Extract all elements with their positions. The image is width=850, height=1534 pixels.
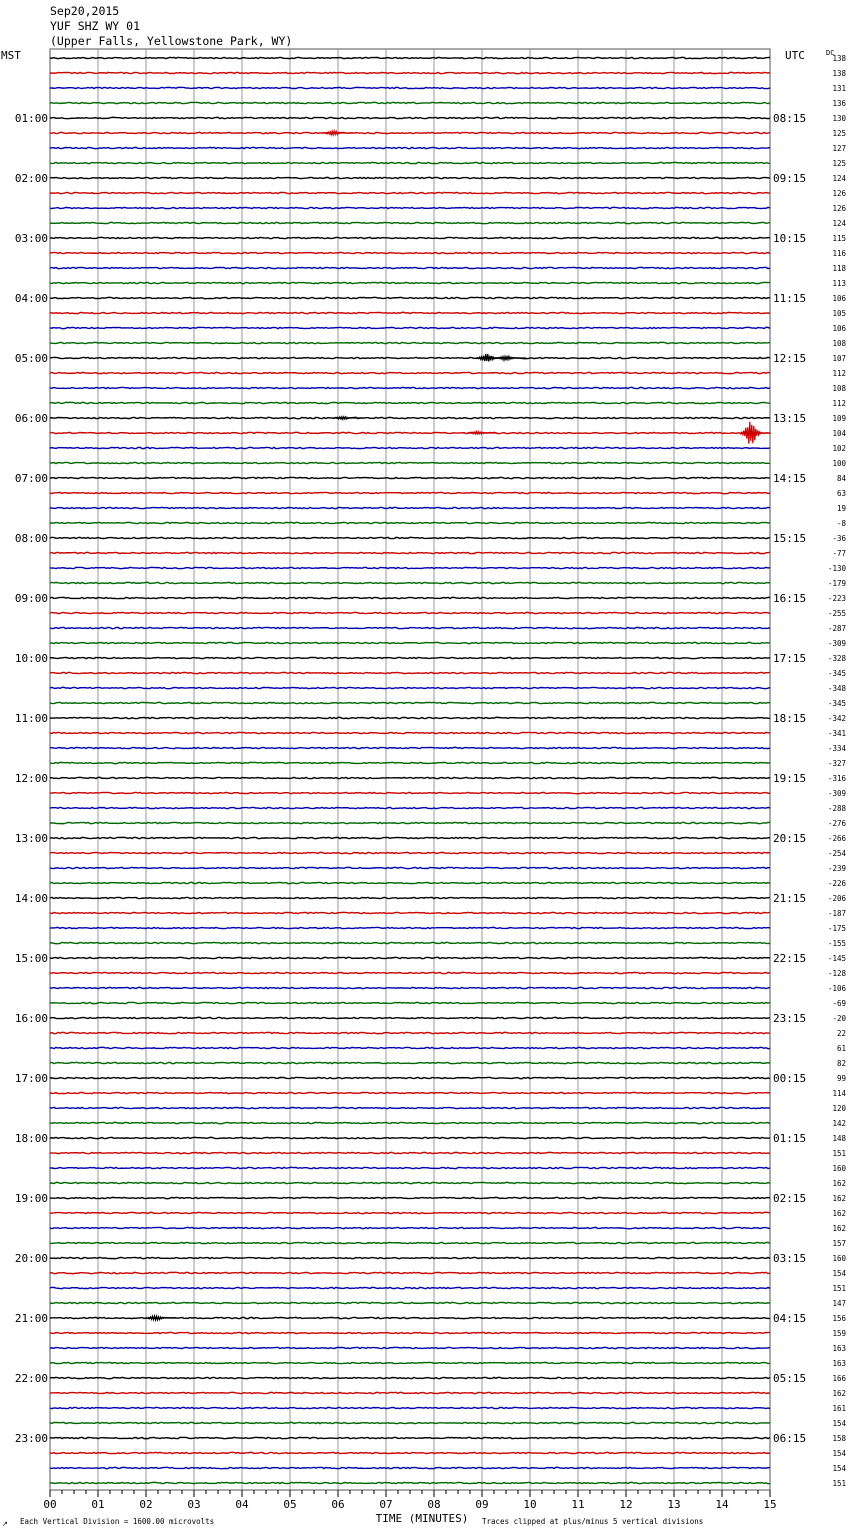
x-tick-label: 08 bbox=[427, 1498, 441, 1511]
dc-offset-value: 127 bbox=[832, 144, 846, 153]
trace-65 bbox=[50, 1032, 770, 1033]
trace-24 bbox=[50, 417, 770, 418]
mst-hour-label: 07:00 bbox=[14, 472, 48, 485]
dc-offset-value: 106 bbox=[832, 294, 846, 303]
scale-note: Each Vertical Division = 1600.00 microvolts bbox=[20, 1517, 215, 1526]
trace-32 bbox=[50, 537, 770, 538]
trace-27 bbox=[50, 462, 770, 463]
trace-92 bbox=[50, 1437, 770, 1438]
mst-hour-label: 18:00 bbox=[14, 1132, 48, 1145]
right-timezone-label: UTC bbox=[785, 49, 805, 62]
dc-offset-value: 125 bbox=[832, 159, 846, 168]
x-tick-label: 01 bbox=[91, 1498, 105, 1511]
trace-75 bbox=[50, 1182, 770, 1183]
dc-offset-value: -106 bbox=[827, 984, 846, 993]
dc-offset-value: -276 bbox=[827, 819, 846, 828]
x-tick-label: 06 bbox=[331, 1498, 345, 1511]
utc-hour-label: 15:15 bbox=[773, 532, 807, 545]
trace-66 bbox=[50, 1047, 770, 1048]
trace-52 bbox=[50, 837, 770, 838]
trace-77 bbox=[50, 1212, 770, 1213]
utc-hour-label: 08:15 bbox=[773, 112, 807, 125]
dc-offset-value: 107 bbox=[832, 354, 846, 363]
utc-hour-label: 06:15 bbox=[773, 1432, 807, 1445]
trace-93 bbox=[50, 1452, 770, 1453]
dc-offset-value: 104 bbox=[832, 429, 846, 438]
trace-81 bbox=[50, 1272, 770, 1273]
trace-49 bbox=[50, 792, 770, 793]
mst-hour-label: 13:00 bbox=[14, 832, 48, 845]
x-tick-label: 03 bbox=[187, 1498, 201, 1511]
dc-offset-value: -341 bbox=[827, 729, 846, 738]
dc-offset-value: 156 bbox=[832, 1314, 846, 1323]
trace-37 bbox=[50, 612, 770, 613]
trace-53 bbox=[50, 852, 770, 853]
dc-offset-value: 106 bbox=[832, 324, 846, 333]
traces bbox=[50, 57, 770, 1483]
header-location: (Upper Falls, Yellowstone Park, WY) bbox=[50, 34, 293, 48]
trace-79 bbox=[50, 1242, 770, 1243]
trace-34 bbox=[50, 567, 770, 568]
utc-hour-label: 22:15 bbox=[773, 952, 807, 965]
dc-offset-value: 118 bbox=[832, 264, 846, 273]
dc-offset-value: -8 bbox=[836, 519, 846, 528]
dc-offset-value: -288 bbox=[827, 804, 846, 813]
dc-offset-value: 138 bbox=[832, 69, 846, 78]
dc-offset-value: 130 bbox=[832, 114, 846, 123]
trace-16 bbox=[50, 297, 770, 298]
dc-offset-value: 109 bbox=[832, 414, 846, 423]
dc-offset-value: 161 bbox=[832, 1404, 846, 1413]
dc-offset-value: 136 bbox=[832, 99, 846, 108]
trace-33 bbox=[50, 552, 770, 553]
dc-offset-value: 126 bbox=[832, 189, 846, 198]
dc-offset-value: 154 bbox=[832, 1464, 846, 1473]
dc-offset-value: -223 bbox=[827, 594, 846, 603]
plot-frame bbox=[50, 49, 770, 1490]
trace-67 bbox=[50, 1062, 770, 1063]
trace-73 bbox=[50, 1152, 770, 1153]
x-tick-label: 00 bbox=[43, 1498, 57, 1511]
dc-offset-value: 99 bbox=[836, 1074, 846, 1083]
utc-hour-label: 09:15 bbox=[773, 172, 807, 185]
trace-48 bbox=[50, 777, 770, 778]
mst-hour-label: 06:00 bbox=[14, 412, 48, 425]
mst-hour-label: 10:00 bbox=[14, 652, 48, 665]
trace-46 bbox=[50, 747, 770, 748]
x-tick-label: 14 bbox=[715, 1498, 729, 1511]
mst-hour-label: 17:00 bbox=[14, 1072, 48, 1085]
trace-61 bbox=[50, 972, 770, 973]
trace-86 bbox=[50, 1347, 770, 1348]
x-tick-label: 09 bbox=[475, 1498, 489, 1511]
dc-offset-value: 112 bbox=[832, 399, 846, 408]
dc-offset-value: 147 bbox=[832, 1299, 846, 1308]
seismic-event-2 bbox=[496, 356, 526, 361]
trace-54 bbox=[50, 867, 770, 868]
utc-hour-label: 21:15 bbox=[773, 892, 807, 905]
x-tick-label: 07 bbox=[379, 1498, 393, 1511]
x-tick-label: 10 bbox=[523, 1498, 537, 1511]
trace-6 bbox=[50, 147, 770, 148]
dc-offset-value: 115 bbox=[832, 234, 846, 243]
utc-hour-label: 12:15 bbox=[773, 352, 807, 365]
dc-offset-value: -309 bbox=[827, 789, 846, 798]
dc-offset-value: -77 bbox=[832, 549, 846, 558]
dc-offset-value: -309 bbox=[827, 639, 846, 648]
dc-offset-value: 63 bbox=[836, 489, 846, 498]
trace-17 bbox=[50, 312, 770, 313]
mst-hour-label: 23:00 bbox=[14, 1432, 48, 1445]
trace-89 bbox=[50, 1392, 770, 1393]
dc-offset-value: -287 bbox=[827, 624, 846, 633]
trace-22 bbox=[50, 387, 770, 388]
dc-offset-value: -128 bbox=[827, 969, 846, 978]
dc-offset-value: 151 bbox=[832, 1284, 846, 1293]
x-tick-label: 02 bbox=[139, 1498, 153, 1511]
utc-hour-label: 03:15 bbox=[773, 1252, 807, 1265]
utc-hour-label: 10:15 bbox=[773, 232, 807, 245]
x-tick-label: 13 bbox=[667, 1498, 681, 1511]
trace-21 bbox=[50, 372, 770, 373]
dc-column-label: DC bbox=[826, 49, 835, 57]
dc-offset-value: 162 bbox=[832, 1209, 846, 1218]
dc-offset-value: 124 bbox=[832, 219, 846, 228]
trace-63 bbox=[50, 1002, 770, 1003]
seismic-event-4 bbox=[741, 422, 771, 444]
dc-offset-value: -206 bbox=[827, 894, 846, 903]
trace-78 bbox=[50, 1227, 770, 1228]
x-tick-label: 12 bbox=[619, 1498, 633, 1511]
mst-hour-label: 05:00 bbox=[14, 352, 48, 365]
trace-74 bbox=[50, 1167, 770, 1168]
dc-offset-value: -226 bbox=[827, 879, 846, 888]
utc-hour-label: 20:15 bbox=[773, 832, 807, 845]
trace-56 bbox=[50, 897, 770, 898]
mst-hour-label: 08:00 bbox=[14, 532, 48, 545]
dc-offset-value: 138 bbox=[832, 54, 846, 63]
trace-23 bbox=[50, 402, 770, 403]
dc-offset-value: 131 bbox=[832, 84, 846, 93]
trace-25 bbox=[50, 432, 770, 433]
dc-offset-value: -327 bbox=[827, 759, 846, 768]
utc-hour-label: 13:15 bbox=[773, 412, 807, 425]
dc-offset-value: 162 bbox=[832, 1194, 846, 1203]
mst-hour-label: 02:00 bbox=[14, 172, 48, 185]
dc-offset-value: 124 bbox=[832, 174, 846, 183]
mst-hour-label: 04:00 bbox=[14, 292, 48, 305]
dc-offset-value: -145 bbox=[827, 954, 846, 963]
trace-91 bbox=[50, 1422, 770, 1423]
dc-offset-value: -345 bbox=[827, 669, 846, 678]
dc-offset-value: 162 bbox=[832, 1224, 846, 1233]
trace-58 bbox=[50, 927, 770, 928]
trace-4 bbox=[50, 117, 770, 118]
dc-offset-value: -187 bbox=[827, 909, 846, 918]
trace-57 bbox=[50, 912, 770, 913]
trace-68 bbox=[50, 1077, 770, 1078]
dc-offset-value: 154 bbox=[832, 1419, 846, 1428]
mst-hour-label: 11:00 bbox=[14, 712, 48, 725]
mst-hour-label: 15:00 bbox=[14, 952, 48, 965]
trace-10 bbox=[50, 207, 770, 208]
trace-72 bbox=[50, 1137, 770, 1138]
trace-64 bbox=[50, 1017, 770, 1018]
trace-82 bbox=[50, 1287, 770, 1288]
trace-76 bbox=[50, 1197, 770, 1198]
trace-85 bbox=[50, 1332, 770, 1333]
trace-1 bbox=[50, 72, 770, 73]
trace-90 bbox=[50, 1407, 770, 1408]
mst-hour-label: 03:00 bbox=[14, 232, 48, 245]
dc-offset-value: 158 bbox=[832, 1434, 846, 1443]
dc-offset-value: 160 bbox=[832, 1164, 846, 1173]
x-axis bbox=[43, 1490, 776, 1511]
dc-offset-value: 160 bbox=[832, 1254, 846, 1263]
dc-offset-value: 100 bbox=[832, 459, 846, 468]
dc-offset-value: -179 bbox=[827, 579, 846, 588]
dc-offset-value: 116 bbox=[832, 249, 846, 258]
dc-offset-value: -239 bbox=[827, 864, 846, 873]
trace-18 bbox=[50, 327, 770, 328]
dc-offset-value: 154 bbox=[832, 1269, 846, 1278]
dc-offset-value: -69 bbox=[832, 999, 846, 1008]
dc-offset-value: 163 bbox=[832, 1359, 846, 1368]
utc-hour-label: 14:15 bbox=[773, 472, 807, 485]
grid bbox=[50, 49, 770, 1490]
trace-30 bbox=[50, 507, 770, 508]
trace-70 bbox=[50, 1107, 770, 1108]
utc-hour-label: 19:15 bbox=[773, 772, 807, 785]
utc-hour-label: 01:15 bbox=[773, 1132, 807, 1145]
trace-13 bbox=[50, 252, 770, 253]
trace-62 bbox=[50, 987, 770, 988]
dc-offset-value: -130 bbox=[827, 564, 846, 573]
mst-hour-label: 22:00 bbox=[14, 1372, 48, 1385]
seismic-event-6 bbox=[146, 1316, 176, 1320]
trace-50 bbox=[50, 807, 770, 808]
dc-offset-value: 151 bbox=[832, 1479, 846, 1488]
trace-12 bbox=[50, 237, 770, 238]
dc-offset-value: 163 bbox=[832, 1344, 846, 1353]
dc-offset-value: 126 bbox=[832, 204, 846, 213]
trace-38 bbox=[50, 627, 770, 628]
trace-28 bbox=[50, 477, 770, 478]
trace-94 bbox=[50, 1467, 770, 1468]
dc-offset-value: 162 bbox=[832, 1179, 846, 1188]
trace-31 bbox=[50, 522, 770, 523]
trace-14 bbox=[50, 267, 770, 268]
dc-offset-value: 19 bbox=[836, 504, 846, 513]
trace-5 bbox=[50, 132, 770, 133]
trace-80 bbox=[50, 1257, 770, 1258]
trace-11 bbox=[50, 222, 770, 223]
x-tick-label: 04 bbox=[235, 1498, 249, 1511]
dc-offset-value: 113 bbox=[832, 279, 846, 288]
left-timezone-label: MST bbox=[1, 49, 21, 62]
dc-offset-value: 114 bbox=[832, 1089, 846, 1098]
dc-offset-value: 108 bbox=[832, 384, 846, 393]
dc-offset-value: -266 bbox=[827, 834, 846, 843]
dc-offset-value: 162 bbox=[832, 1389, 846, 1398]
dc-offset-value: -334 bbox=[827, 744, 846, 753]
corner-mark: ↗ bbox=[2, 1520, 8, 1528]
trace-3 bbox=[50, 102, 770, 103]
utc-hour-label: 11:15 bbox=[773, 292, 807, 305]
x-axis-title: TIME (MINUTES) bbox=[375, 1512, 469, 1525]
dc-offset-value: 154 bbox=[832, 1449, 846, 1458]
dc-offset-value: 105 bbox=[832, 309, 846, 318]
trace-2 bbox=[50, 87, 770, 88]
trace-40 bbox=[50, 657, 770, 658]
trace-60 bbox=[50, 957, 770, 958]
trace-69 bbox=[50, 1092, 770, 1093]
trace-59 bbox=[50, 942, 770, 943]
dc-offset-value: -348 bbox=[827, 684, 846, 693]
dc-offset-value: 22 bbox=[836, 1029, 846, 1038]
dc-offset-value: 61 bbox=[836, 1044, 846, 1053]
trace-45 bbox=[50, 732, 770, 733]
trace-95 bbox=[50, 1482, 770, 1483]
trace-41 bbox=[50, 672, 770, 673]
trace-44 bbox=[50, 717, 770, 718]
utc-hour-label: 23:15 bbox=[773, 1012, 807, 1025]
utc-hour-label: 00:15 bbox=[773, 1072, 807, 1085]
x-tick-label: 15 bbox=[763, 1498, 777, 1511]
dc-offset-value: -316 bbox=[827, 774, 846, 783]
dc-offset-value: -328 bbox=[827, 654, 846, 663]
trace-8 bbox=[50, 177, 770, 178]
utc-hour-label: 18:15 bbox=[773, 712, 807, 725]
trace-35 bbox=[50, 582, 770, 583]
trace-55 bbox=[50, 882, 770, 883]
dc-offset-value: 151 bbox=[832, 1149, 846, 1158]
dc-offset-value: 166 bbox=[832, 1374, 846, 1383]
dc-offset-value: 112 bbox=[832, 369, 846, 378]
dc-offset-value: 102 bbox=[832, 444, 846, 453]
utc-hour-label: 05:15 bbox=[773, 1372, 807, 1385]
dc-offset-value: -155 bbox=[827, 939, 846, 948]
dc-offset-value: 84 bbox=[836, 474, 846, 483]
mst-hour-label: 14:00 bbox=[14, 892, 48, 905]
dc-offset-value: -342 bbox=[827, 714, 846, 723]
dc-offset-value: 120 bbox=[832, 1104, 846, 1113]
trace-88 bbox=[50, 1377, 770, 1378]
trace-0 bbox=[50, 57, 770, 58]
trace-29 bbox=[50, 492, 770, 493]
trace-7 bbox=[50, 162, 770, 163]
utc-hour-label: 16:15 bbox=[773, 592, 807, 605]
dc-offset-value: -254 bbox=[827, 849, 846, 858]
trace-36 bbox=[50, 597, 770, 598]
mst-hour-label: 20:00 bbox=[14, 1252, 48, 1265]
x-tick-label: 11 bbox=[571, 1498, 585, 1511]
trace-87 bbox=[50, 1362, 770, 1363]
mst-hour-label: 19:00 bbox=[14, 1192, 48, 1205]
utc-hour-label: 02:15 bbox=[773, 1192, 807, 1205]
dc-offset-value: 108 bbox=[832, 339, 846, 348]
x-tick-label: 05 bbox=[283, 1498, 297, 1511]
dc-offset-value: 157 bbox=[832, 1239, 846, 1248]
trace-39 bbox=[50, 642, 770, 643]
trace-26 bbox=[50, 447, 770, 448]
trace-51 bbox=[50, 822, 770, 823]
mst-hour-label: 16:00 bbox=[14, 1012, 48, 1025]
header-date: Sep20,2015 bbox=[50, 4, 120, 18]
dc-offset-value: 159 bbox=[832, 1329, 846, 1338]
dc-offset-labels bbox=[828, 54, 847, 1488]
trace-19 bbox=[50, 342, 770, 343]
mst-hour-label: 01:00 bbox=[14, 112, 48, 125]
dc-offset-value: -345 bbox=[827, 699, 846, 708]
trace-43 bbox=[50, 702, 770, 703]
utc-hour-label: 17:15 bbox=[773, 652, 807, 665]
trace-15 bbox=[50, 282, 770, 283]
trace-71 bbox=[50, 1122, 770, 1123]
trace-47 bbox=[50, 762, 770, 763]
dc-offset-value: -36 bbox=[832, 534, 846, 543]
trace-9 bbox=[50, 192, 770, 193]
dc-offset-value: 82 bbox=[836, 1059, 846, 1068]
events bbox=[146, 131, 771, 1320]
trace-20 bbox=[50, 357, 770, 358]
trace-42 bbox=[50, 687, 770, 688]
dc-offset-value: 142 bbox=[832, 1119, 846, 1128]
dc-offset-value: -175 bbox=[827, 924, 846, 933]
dc-offset-value: -255 bbox=[827, 609, 846, 618]
dc-offset-value: 125 bbox=[832, 129, 846, 138]
dc-offset-value: -20 bbox=[832, 1014, 846, 1023]
mst-hour-label: 09:00 bbox=[14, 592, 48, 605]
mst-hour-label: 12:00 bbox=[14, 772, 48, 785]
clip-note: Traces clipped at plus/minus 5 vertical divisions bbox=[482, 1517, 704, 1526]
dc-offset-value: 148 bbox=[832, 1134, 846, 1143]
trace-83 bbox=[50, 1302, 770, 1303]
mst-hour-label: 21:00 bbox=[14, 1312, 48, 1325]
utc-hour-label: 04:15 bbox=[773, 1312, 807, 1325]
header-station: YUF SHZ WY 01 bbox=[50, 19, 141, 33]
